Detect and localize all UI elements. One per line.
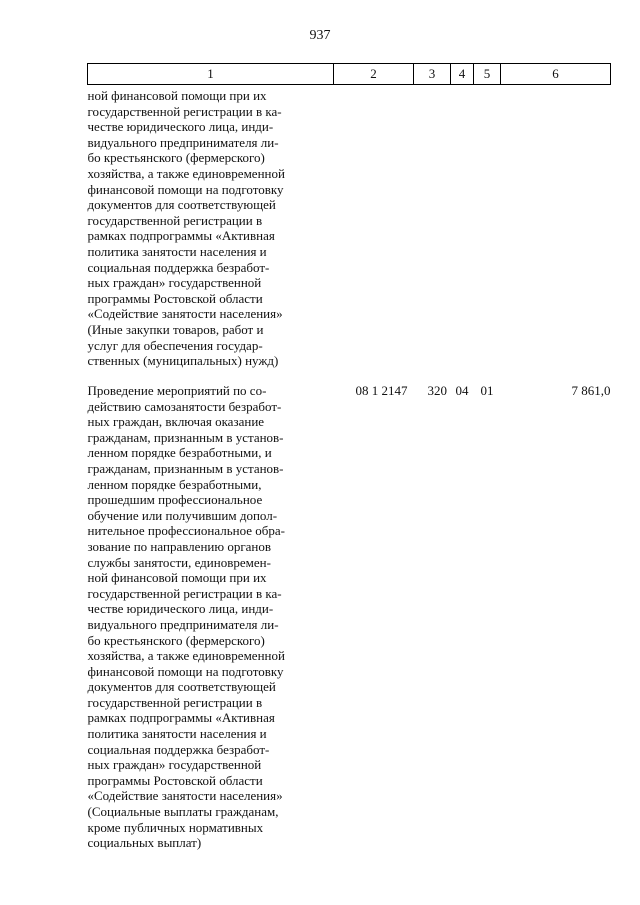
page-number: 937 [309, 28, 331, 43]
row-expense-type [414, 85, 451, 379]
row-target-code [334, 85, 414, 379]
row-subsection: 01 [480, 383, 494, 398]
row-description: Проведение мероприятий по со- действию самозанятости безработ- ных граждан, включая оказание гражданам, признанным в установ- ленном порядке безработными, и гражданам, признанным в установ- ленном порядке безработными, прошедшим профессиональное обучение или получившим допол- нительное профессиональное обра- зование по направлению органов службы занятости, единовремен- ной финансовой помощи при их государственной регистрации в ка- честве юридического лица, инди- видуального предпринимателя ли- бо крестьянского (фермерского) хозяйства, а также единовременной финансовой помощи на подготовку документов для соответствующей государственной регистрации в рамках подпрограммы «Активная политика занятости населения и социальная поддержка безработ- ных граждан» государственной программы Ростовской области «Содействие занятости населения» (Социальные выплаты гражданам, кроме публичных нормативных социальных выплат) [87, 383, 285, 851]
header-row [88, 64, 611, 85]
column-header-5: 5 [474, 64, 501, 85]
column-header-2: 2 [334, 64, 414, 85]
budget-table [87, 63, 611, 851]
column-header-3: 3 [414, 64, 451, 85]
row-target-code: 08 1 2147 [355, 383, 408, 398]
row-amount: 7 861,0 [571, 383, 611, 398]
row-expense-type: 320 [427, 383, 447, 398]
row-description: ной финансовой помощи при их государственной регистрации в ка- честве юридического лица, инди- видуального предпринимателя ли- бо крестьянского (фермерского) хозяйства, а также единовременной финансовой помощи на подготовку документов для соответствующей государственной регистрации в рамках подпрограммы «Активная политика занятости населения и социальная поддержка безработ- ных граждан» государственной программы Ростовской области «Содействие занятости населения» (Иные закупки товаров, работ и услуг для обеспечения государ- ственных (муниципальных) нужд) [87, 88, 285, 369]
column-header-4: 4 [451, 64, 474, 85]
row-amount [501, 85, 611, 379]
table-row [88, 378, 611, 851]
column-header-1: 1 [88, 64, 334, 85]
table-row [88, 85, 611, 379]
column-header-6: 6 [501, 64, 611, 85]
row-section [451, 85, 474, 379]
row-subsection [474, 85, 501, 379]
row-section: 04 [455, 383, 469, 398]
